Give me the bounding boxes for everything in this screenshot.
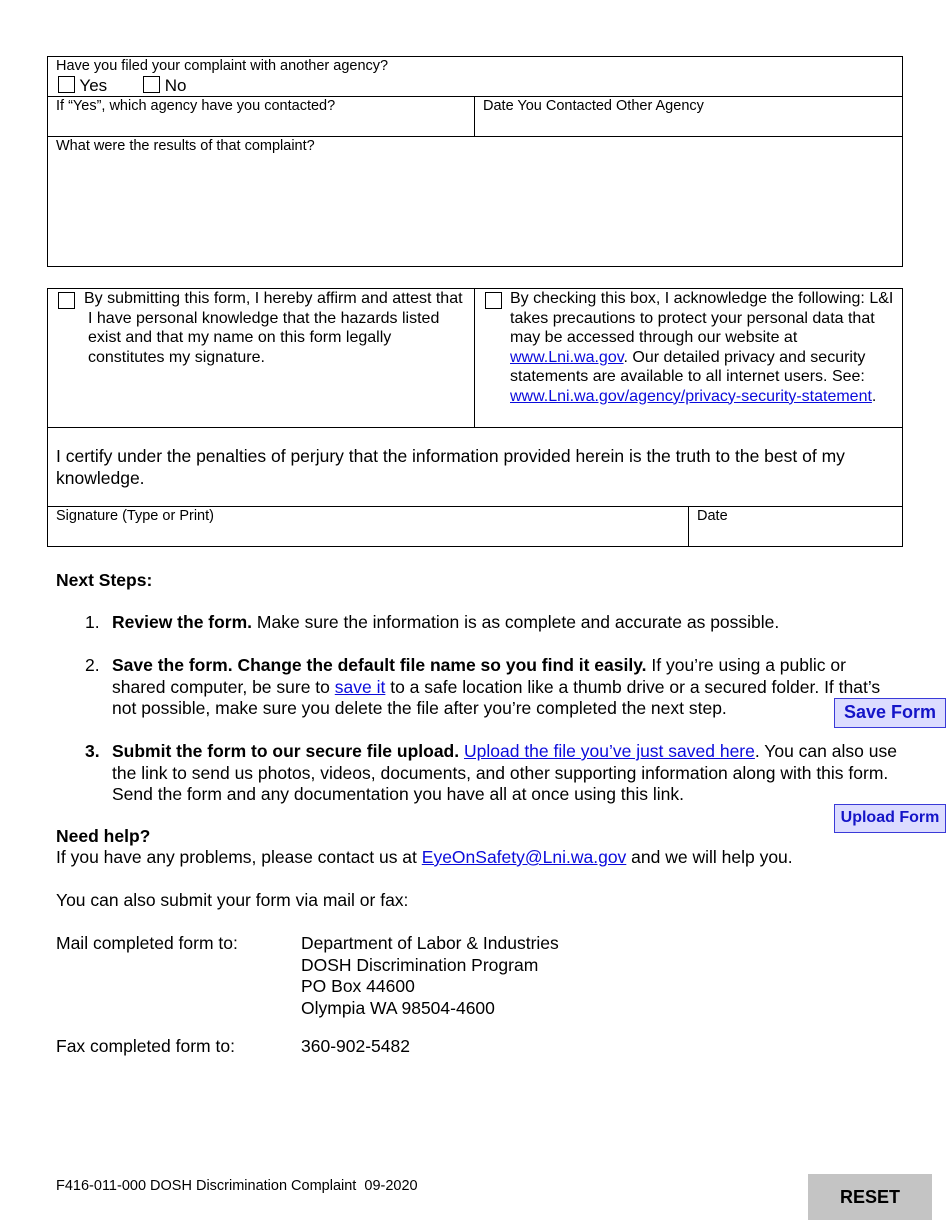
no-checkbox[interactable] bbox=[143, 76, 160, 93]
step-3-text bbox=[112, 741, 902, 806]
need-help-heading: Need help? bbox=[56, 826, 151, 846]
which-agency-label: If “Yes”, which agency have you contacted? bbox=[56, 98, 336, 114]
attestation-col-divider bbox=[474, 288, 475, 427]
privacy-intro: By checking this box, I acknowledge the following: L&I takes precautions to protect your personal data that may be accessed through our website at bbox=[510, 290, 894, 346]
reset-button[interactable]: RESET bbox=[808, 1174, 932, 1220]
signature-col-divider bbox=[688, 506, 689, 547]
agency-col-divider bbox=[474, 96, 475, 136]
upload-form-button[interactable]: Upload Form bbox=[834, 804, 946, 833]
results-label: What were the results of that complaint? bbox=[56, 138, 315, 154]
mail-fax-intro: You can also submit your form via mail or fax: bbox=[56, 890, 409, 910]
upload-file-link[interactable]: Upload the file you’ve just saved here bbox=[464, 741, 755, 761]
yes-label: Yes bbox=[79, 76, 108, 95]
email-link[interactable]: EyeOnSafety@Lni.wa.gov bbox=[421, 847, 627, 867]
need-help-text bbox=[56, 847, 896, 869]
attestation-row-divider-2 bbox=[47, 506, 903, 507]
step-3-bold: Submit the form to our secure file upload. bbox=[112, 741, 460, 761]
privacy-end: . bbox=[871, 387, 877, 405]
privacy-middle: . Our detailed privacy and security statements are available to all internet users. See: bbox=[510, 348, 866, 385]
attestation-row-divider-1 bbox=[47, 427, 903, 428]
signature-date-label: Date bbox=[697, 508, 728, 524]
form-id: F416-011-000 DOSH Discrimination Complaint 09-2020 bbox=[56, 1178, 418, 1194]
no-option[interactable] bbox=[143, 76, 186, 96]
step-1-bold: Review the form. bbox=[112, 612, 253, 632]
agency-row-divider-1 bbox=[47, 96, 903, 97]
step-2-text bbox=[112, 655, 896, 720]
lni-website-link[interactable]: www.Lni.wa.gov bbox=[510, 348, 624, 366]
affirm-text: By submitting this form, I hereby affirm and attest that I have personal knowledge that the hazards listed exist and that my name on this form legally constitutes my signature. bbox=[84, 290, 463, 366]
step-3-body-b: . You can also use the link to send us photos, videos, documents, and other supporting information along with this form. Send the form and any documentation you have all at once using this link. bbox=[112, 741, 897, 804]
mail-address-line-4: Olympia WA 98504-4600 bbox=[301, 997, 495, 1018]
signature-field[interactable] bbox=[48, 525, 687, 546]
next-steps-heading: Next Steps: bbox=[56, 570, 153, 590]
mail-address-line-1: Department of Labor & Industries bbox=[301, 933, 559, 953]
save-it-link[interactable]: save it bbox=[334, 676, 386, 697]
step-1-text bbox=[112, 612, 902, 634]
fax-label: Fax completed form to: bbox=[56, 1036, 235, 1056]
privacy-checkbox[interactable] bbox=[485, 292, 502, 309]
signature-date-field[interactable] bbox=[690, 525, 902, 546]
signature-label: Signature (Type or Print) bbox=[56, 508, 214, 524]
affirm-checkbox[interactable] bbox=[58, 292, 75, 309]
privacy-statement-link[interactable]: www.Lni.wa.gov/agency/privacy-security-statement bbox=[510, 387, 872, 405]
step-2-number: 2. bbox=[85, 655, 100, 675]
save-form-button[interactable]: Save Form bbox=[834, 698, 946, 728]
help-text-a: If you have any problems, please contact us at bbox=[56, 847, 422, 867]
certify-text: I certify under the penalties of perjury that the information provided herein is the truth to the best of my knowledge. bbox=[56, 446, 845, 488]
fax-number: 360-902-5482 bbox=[301, 1036, 410, 1056]
agency-row-divider-2 bbox=[47, 136, 903, 137]
step-3-number: 3. bbox=[85, 741, 100, 761]
yes-option[interactable] bbox=[58, 76, 107, 96]
which-agency-field[interactable] bbox=[48, 114, 473, 135]
step-1-number: 1. bbox=[85, 612, 100, 632]
other-agency-question: Have you filed your complaint with another agency? bbox=[56, 58, 389, 74]
step-2-body-b: to a safe location like a thumb drive or a secured folder. If that’s not possible, make sure you delete the file after you’re completed the next step. bbox=[112, 676, 881, 718]
privacy-text bbox=[510, 289, 896, 406]
date-contacted-field[interactable] bbox=[476, 114, 902, 135]
no-label: No bbox=[164, 76, 187, 95]
mail-address-line-3: PO Box 44600 bbox=[301, 976, 415, 996]
mail-address-line-2: DOSH Discrimination Program bbox=[301, 954, 539, 975]
yes-checkbox[interactable] bbox=[58, 76, 75, 93]
step-1-body: Make sure the information is as complete and accurate as possible. bbox=[252, 612, 780, 632]
mail-address bbox=[301, 933, 559, 1019]
mail-label: Mail completed form to: bbox=[56, 933, 238, 953]
step-2-bold: Save the form. Change the default file name so you find it easily. bbox=[112, 655, 647, 675]
step-2-body-a: If you’re using a public or shared computer, be sure to bbox=[112, 655, 846, 697]
results-field[interactable] bbox=[48, 156, 902, 266]
date-contacted-label: Date You Contacted Other Agency bbox=[483, 98, 704, 114]
help-text-b: and we will help you. bbox=[626, 847, 793, 867]
